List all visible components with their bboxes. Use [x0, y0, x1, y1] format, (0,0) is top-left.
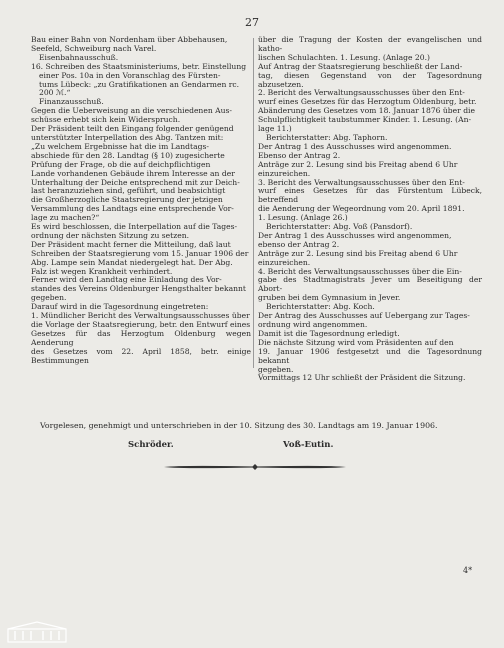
text-line: Schulpflichtigkeit taubstummer Kinder. 1. Lesung. (An- [258, 115, 472, 125]
text-line: Abg. Lampe sein Mandat niedergelegt hat. Der Abg. [31, 257, 233, 267]
right-column [258, 36, 482, 383]
text-line: Ferner wird den Landtag eine Einladung des Vor- [31, 275, 222, 285]
text-line: wurf eines Gesetzes für das Herzogtum Oldenburg, betr. [258, 97, 477, 107]
text-line: Eisenbahnausschuß. [39, 52, 119, 62]
signature-left: Schröder. [128, 440, 174, 450]
text-line: lage 11.) [258, 124, 292, 134]
text-line: Auf Antrag der Staatsregierung beschließt der Land- [258, 61, 463, 71]
text-line: abschiede für den 28. Landtag (§ 10) zugesicherte [31, 150, 225, 160]
text-line: Schreiben der Staatsregierung vom 15. Januar 1906 der [31, 248, 249, 258]
text-line: Damit ist die Tagesordnung erledigt. [258, 328, 400, 338]
ornament-rule-icon [162, 463, 348, 471]
text-line: schüsse erhebt sich kein Widerspruch. [31, 115, 181, 125]
text-line: Gegen die Ueberweisung an die verschiedenen Aus- [31, 106, 232, 116]
column-divider [253, 38, 254, 368]
text-line: 1. Lesung. (Anlage 26.) [258, 213, 348, 223]
text-line: die Aenderung der Wegeordnung vom 20. April 1891. [258, 204, 465, 214]
text-line: wurf eines Gesetzes für das Fürstentum Lübeck, betreffend [258, 186, 482, 205]
library-building-icon [6, 620, 68, 644]
text-line: 4. Bericht des Verwaltungsausschusses über die Ein- [258, 266, 462, 276]
text-line: Finanzausschuß. [39, 97, 104, 107]
text-line: Falz ist wegen Krankheit verhindert. [31, 266, 173, 276]
text-line: einer Pos. 10a in den Voranschlag des Fürsten- [39, 70, 221, 80]
text-line: die Großherzogliche Staatsregierung der jetzigen [31, 195, 223, 205]
closing-line: Vorgelesen, genehmigt und unterschrieben in der 10. Sitzung des 30. Landtags am 19. Januar 1906. [40, 421, 438, 430]
text-line: Berichterstatter: Abg. Taphorn. [266, 132, 388, 142]
signature-right: Voß-Eutin. [283, 440, 334, 450]
text-line: Der Präsident teilt den Eingang folgender genügend [31, 124, 234, 134]
text-line: 200 ℳ.“ [39, 88, 71, 98]
text-line: ebenso der Antrag 2. [258, 239, 340, 249]
text-line: „Zu welchem Ergebnisse hat die im Landtags- [31, 141, 209, 151]
text-line: 16. Schreiben des Staatsministeriums, betr. Einstellung [31, 61, 247, 71]
text-line: Versammlung des Landtags eine entsprechende Vor- [31, 204, 234, 214]
text-line: Es wird beschlossen, die Interpellation auf die Tages- [31, 222, 238, 232]
text-line: Lande vorhandenen Gebäude ihrem Interesse an der [31, 168, 235, 178]
left-column [31, 36, 251, 366]
text-line: tag, diesen Gegenstand von der Tagesordnung abzusetzen. [258, 70, 482, 89]
text-line: Ebenso der Antrag 2. [258, 150, 341, 160]
text-line: Der Präsident macht ferner die Mitteilung, daß laut [31, 239, 231, 249]
text-line: Prüfung der Frage, ob die auf deichpflichtigen [31, 159, 211, 169]
text-line: 3. Bericht des Verwaltungsausschusses über den Ent- [258, 177, 465, 187]
text-line: Seefeld, Schweiburg nach Varel. [31, 43, 157, 53]
text-line: Der Antrag 1 des Ausschusses wird angenommen. [258, 141, 452, 151]
text-line: einzureichen. [258, 168, 311, 178]
text-line: Der Antrag 1 des Ausschusses wird angenommen, [258, 230, 452, 240]
text-line: tums Lübeck: „zu Gratifikationen an Gendarmen rc. [39, 79, 240, 89]
text-line: 2. Bericht des Verwaltungsausschusses über den Ent- [258, 88, 465, 98]
text-line: unterstützter Interpellation des Abg. Tantzen mit: [31, 132, 224, 142]
text-line: Berichterstatter: Abg. Koch. [266, 302, 375, 312]
text-line: Die nächste Sitzung wird vom Präsidenten auf den [258, 337, 454, 347]
text-line: Anträge zur 2. Lesung sind bis Freitag abend 6 Uhr [258, 159, 458, 169]
text-line: 1. Mündlicher Bericht des Verwaltungsausschusses über [31, 311, 250, 321]
text-line: Anträge zur 2. Lesung sind bis Freitag abend 6 Uhr [258, 248, 458, 258]
text-line: die Vorlage der Staatsregierung, betr. den Entwurf eines [31, 320, 251, 329]
text-line: des Gesetzes vom 22. April 1858, betr. einige Bestimmungen [31, 346, 251, 365]
text-line: standes des Vereins Oldenburger Hengsthalter bekannt [31, 284, 246, 294]
page-number: 27 [245, 16, 259, 29]
text-line: gegeben. [31, 293, 67, 303]
text-line: Der Antrag des Ausschusses auf Uebergang zur Tages- [258, 311, 470, 321]
text-line: Bau einer Bahn von Nordenham über Abbehausen, [31, 35, 228, 44]
text-line: ordnung wird angenommen. [258, 320, 368, 329]
text-line: lischen Schulachten. 1. Lesung. (Anlage 20.) [258, 52, 430, 62]
text-line: 19. Januar 1906 festgesetzt und die Tagesordnung bekannt [258, 346, 482, 365]
text-line: gabe des Stadtmagistrats Jever um Beseitigung der Abort- [258, 275, 482, 294]
text-line: Berichterstatter: Abg. Voß (Pansdorf). [266, 222, 413, 232]
text-line: lage zu machen?“ [31, 213, 100, 223]
text-line: über die Tragung der Kosten der evangelischen und katho- [258, 35, 482, 53]
text-line: Unterhaltung der Deiche entsprechend mit zur Deich- [31, 177, 240, 187]
text-line: Gesetzes für das Herzogtum Oldenburg wegen Aenderung [31, 328, 251, 347]
folio-mark: 4* [463, 566, 473, 575]
text-line: Darauf wird in die Tagesordnung eingetreten: [31, 302, 209, 312]
text-line: last heranzuziehen sind, geführt, und beabsichtigt [31, 186, 226, 196]
text-line: gegeben. [258, 364, 294, 374]
text-line: Abänderung des Gesetzes vom 18. Januar 1876 über die [258, 106, 475, 116]
text-line: gruben bei dem Gymnasium in Jever. [258, 293, 401, 303]
text-line: einzureichen. [258, 257, 311, 267]
text-line: Vormittags 12 Uhr schließt der Präsident die Sitzung. [258, 373, 466, 383]
text-line: ordnung der nächsten Sitzung zu setzen. [31, 230, 190, 240]
